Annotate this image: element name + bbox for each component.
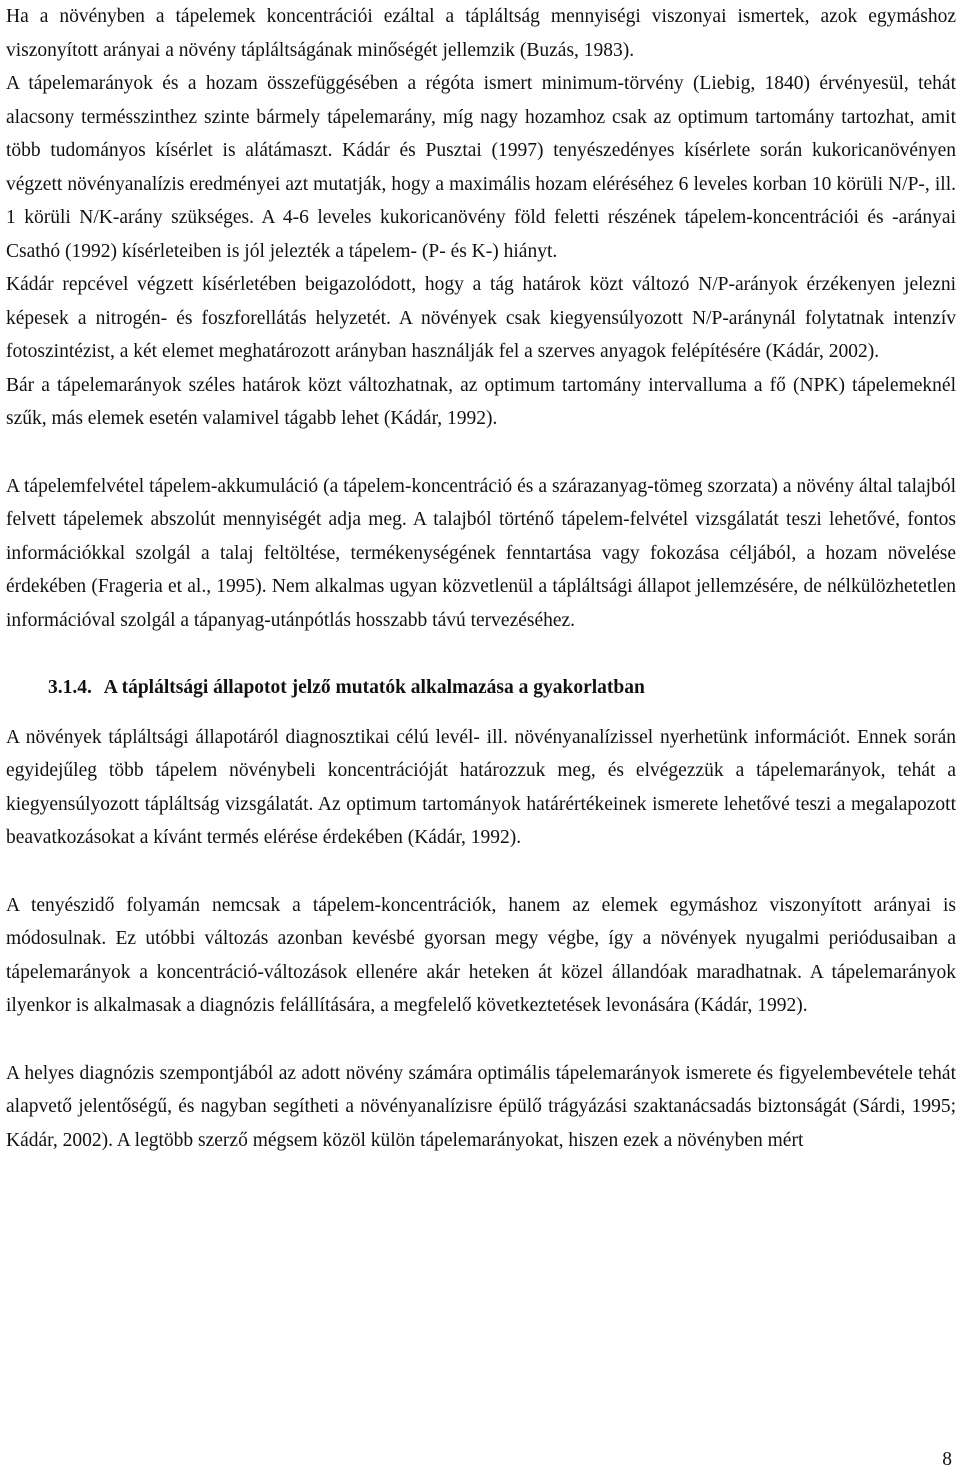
paragraph-spacer [6, 705, 956, 721]
page-number: 8 [942, 1449, 952, 1470]
section-title: A tápláltsági állapotot jelző mutatók alkalmazása a gyakorlatban [103, 677, 645, 698]
paragraph-spacer [6, 436, 956, 470]
paragraph-spacer [6, 637, 956, 671]
paragraph-spacer [6, 855, 956, 889]
paragraph-diagnostics: A növények tápláltsági állapotáról diagnosztikai célú levél- ill. növényanalízissel nyerhetünk információt. Ennek során egyidejűleg több tápelem növénybeli koncentrációját határozzuk meg, és elvégezzük a tápelemarányok, tehát a kiegyensúlyozott tápláltság vizsgálatát. Az optimum tartományok határértékeinek ismerete lehetővé teszi a megalapozott beavatkozásokat a kívánt termés elérése érdekében (Kádár, 1992). [6, 726, 956, 848]
paragraph-nutrient-concentration: Ha a növényben a tápelemek koncentrációi ezáltal a tápláltság mennyiségi viszonyai ismertek, azok egymáshoz viszonyított arányai a növény tápláltságának minőségét jellemzik (Buzás, 1983). [6, 6, 956, 61]
paragraph-nutrient-uptake: A tápelemfelvétel tápelem-akkumuláció (a tápelem-koncentráció és a szárazanyag-tömeg szorzata) a növény által talajból felvett tápelemek abszolút mennyiségét adja meg. A talajból történő tápelem-felvétel vizsgálatát teszi lehetővé, fontos információkkal szolgál a talaj feltöltése, termékenységének fenntartása vagy fokozása céljából, a hozam növelése érdekében (Frageria et al., 1995). Nem alkalmas ugyan közvetlenül a tápláltsági állapot jellemzésére, de nélkülözhetetlen információval szolgál a tápanyag-utánpótlás hosszabb távú tervezéséhez. [6, 475, 956, 631]
paragraph-rapeseed-experiment: Kádár repcével végzett kísérletében beigazolódott, hogy a tág határok közt változó N/P-arányok érzékenyen jelezni képesek a nitrogén- és foszforellátás helyzetét. A növények csak kiegyensúlyozott N/P-aránynál folytatnak intenzív fotoszintézist, a két elemet meghatározott arányban használják fel a szerves anyagok felépítésére (Kádár, 2002). [6, 274, 956, 362]
paragraph-optimum-range: Bár a tápelemarányok széles határok közt változhatnak, az optimum tartomány intervalluma a fő (NPK) tápelemeknél szűk, más elemek esetén valamivel tágabb lehet (Kádár, 1992). [6, 374, 956, 429]
document-page [6, 0, 956, 1476]
paragraph-growing-season: A tenyészidő folyamán nemcsak a tápelem-koncentrációk, hanem az elemek egymáshoz viszonyított arányai is módosulnak. Ez utóbbi változás azonban kevésbé gyorsan megy végbe, így a növények nyugalmi periódusaiban a tápelemarányok a koncentráció-változások ellenére akár heteken át közel állandóak maradhatnak. A tápelemarányok ilyenkor is alkalmasak a diagnózis felállítására, a megfelelő következtetések levonására (Kádár, 1992). [6, 894, 956, 1016]
paragraph-minimum-law: A tápelemarányok és a hozam összefüggésében a régóta ismert minimum-törvény (Liebig, 1840) érvényesül, tehát alacsony termésszinthez szinte bármely tápelemarány, míg nagy hozamhoz csak az optimum tartomány tartozhat, amit több tudományos kísérlet is alátámaszt. Kádár és Pusztai (1997) tenyészedényes kísérlete során kukoricanövényen végzett növényanalízis eredményei azt mutatják, hogy a maximális hozam eléréséhez 6 leveles korban 10 körüli N/P-, ill. 1 körüli N/K-arány szükséges. A 4-6 leveles kukoricanövény föld feletti részének tápelem-koncentrációi és -arányai Csathó (1992) kísérleteiben is jól jelezték a tápelem- (P- és K-) hiányt. [6, 73, 956, 262]
body-text-top [6, 0, 956, 436]
paragraph-spacer [6, 1023, 956, 1057]
paragraph-correct-diagnosis: A helyes diagnózis szempontjából az adott növény számára optimális tápelemarányok ismerete és figyelembevétele tehát alapvető jelentőségű, és nagyban segítheti a növényanalízisre épülő trágyázási szaktanácsadás biztonságát (Sárdi, 1995; Kádár, 2002). A legtöbb szerző mégsem közöl külön tápelemarányokat, hiszen ezek a növényben mért [6, 1062, 956, 1151]
section-number: 3.1.4. [48, 677, 92, 698]
section-heading [6, 671, 956, 705]
